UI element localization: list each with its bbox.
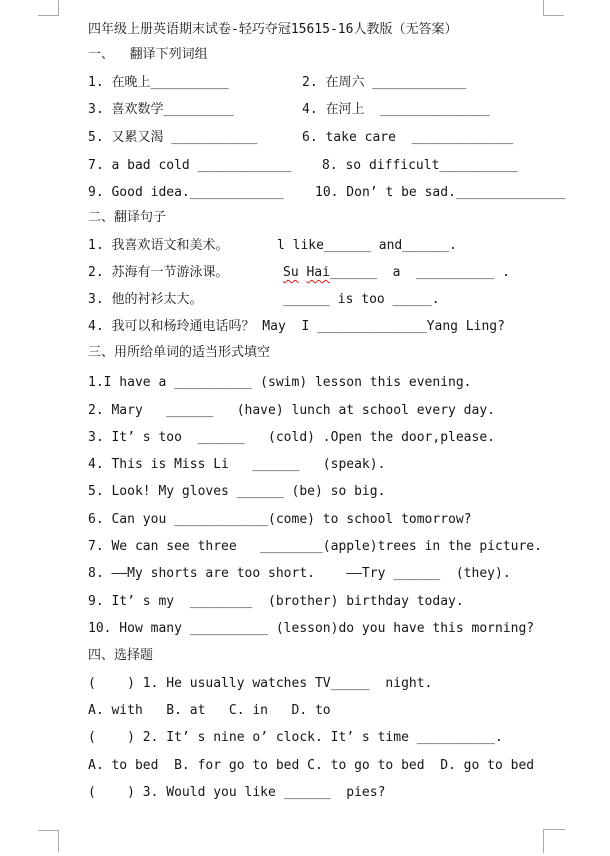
text-segment <box>88 374 472 391</box>
text-run: 7. a bad cold ____________ <box>88 158 292 173</box>
text-segment <box>88 538 542 555</box>
text-segment <box>302 129 513 146</box>
text-run: 10. How many __________ (lesson)do you have this morning? <box>88 621 535 636</box>
text-run: 3. 他的衬衫太大。 <box>88 292 203 307</box>
text-boundary-mark-top-left <box>38 0 59 16</box>
text-run: 10. Don’ t be sad.______________ <box>315 185 566 200</box>
text-segment <box>88 729 503 746</box>
text-run: ( ) 3. Would you like ______ pies? <box>88 785 386 800</box>
text-segment <box>88 647 153 664</box>
text-run: 3. It’ s too ______ (cold) .Open the door,please. <box>88 430 495 445</box>
text-run: 四年级上册英语期末试卷-轻巧夺冠15615-16人教版（无答案） <box>88 22 458 37</box>
text-segment <box>88 129 257 146</box>
text-run: A. with B. at C. in D. to <box>88 703 331 718</box>
text-run: 7. We can see three ________(apple)trees in the picture. <box>88 539 542 554</box>
text-run: 四、选择题 <box>88 648 154 663</box>
text-run: 3. 喜欢数学_________ <box>88 102 234 117</box>
text-segment <box>302 74 466 91</box>
text-segment <box>322 157 518 174</box>
text-run: ______ is too _____. <box>283 292 440 307</box>
text-run: 1. 我喜欢语文和美术。 <box>88 238 229 253</box>
text-run: 5. Look! My gloves ______ (be) so big. <box>88 484 386 499</box>
text-run: 5. 又累又渴 ___________ <box>88 130 258 145</box>
text-segment <box>88 291 202 308</box>
text-segment <box>88 620 534 637</box>
text-segment <box>88 184 284 201</box>
text-segment <box>88 565 511 582</box>
text-run: 8. ——My shorts are too short. ——Try ______ (they). <box>88 566 511 581</box>
text-segment <box>88 702 331 719</box>
text-segment <box>88 46 208 63</box>
text-boundary-mark-bottom-right <box>543 829 565 853</box>
text-run: l like______ and______. <box>277 238 458 253</box>
text-run: A. to bed B. for go to bed C. to go to bed D. go to bed <box>88 758 535 773</box>
text-segment <box>88 237 228 254</box>
text-segment <box>88 675 432 692</box>
text-segment <box>88 757 534 774</box>
text-run: ( ) 2. It’ s nine o’ clock. It’ s time __________. <box>88 730 503 745</box>
text-segment <box>88 157 292 174</box>
text-segment <box>283 291 440 308</box>
text-run: 一、 翻译下列词组 <box>88 47 208 62</box>
text-boundary-mark-bottom-left <box>38 830 59 852</box>
text-segment <box>88 101 234 118</box>
text-run: 2. 在周六 ____________ <box>302 75 467 90</box>
text-segment <box>88 511 472 528</box>
text-run: 8. so difficult__________ <box>322 158 518 173</box>
text-run: 2. 苏海有一节游泳课。 <box>88 265 229 280</box>
text-run: 9. It’ s my ________ (brother) birthday today. <box>88 594 464 609</box>
text-run: 6. Can you ____________(come) to school tomorrow? <box>88 512 472 527</box>
text-run: 1. 在晚上__________ <box>88 75 229 90</box>
misspelled-word: Su <box>283 265 299 280</box>
text-segment <box>88 264 228 281</box>
text-run: 三、用所给单词的适当形式填空 <box>88 345 271 360</box>
text-segment <box>88 593 464 610</box>
text-run: 二、翻译句子 <box>88 210 167 225</box>
text-run: 9. Good idea.____________ <box>88 185 284 200</box>
text-segment <box>88 429 495 446</box>
text-run: ______ a __________ . <box>329 265 510 280</box>
text-segment <box>277 237 457 254</box>
text-segment <box>88 21 457 38</box>
text-run: 6. take care _____________ <box>302 130 514 145</box>
text-run: 4. This is Miss Li ______ (speak). <box>88 457 386 472</box>
text-segment <box>283 264 510 281</box>
text-segment <box>88 318 505 335</box>
text-segment <box>88 344 270 361</box>
misspelled-word: Hai <box>306 265 330 280</box>
text-segment <box>302 101 490 118</box>
text-run: 4. 我可以和杨玲通电话吗？ May I ______________Yang Ling? <box>88 319 505 334</box>
text-segment <box>88 483 385 500</box>
text-segment <box>88 402 495 419</box>
text-boundary-mark-top-right <box>543 0 564 16</box>
text-segment <box>88 456 385 473</box>
text-run: 2. Mary ______ (have) lunch at school every day. <box>88 403 495 418</box>
text-segment <box>88 784 385 801</box>
text-segment <box>88 209 166 226</box>
text-run: 4. 在河上 ______________ <box>302 102 490 117</box>
text-run: 1.I have a __________ (swim) lesson this evening. <box>88 375 472 390</box>
text-segment <box>88 74 229 91</box>
text-run: ( ) 1. He usually watches TV_____ night. <box>88 676 433 691</box>
text-segment <box>315 184 565 201</box>
